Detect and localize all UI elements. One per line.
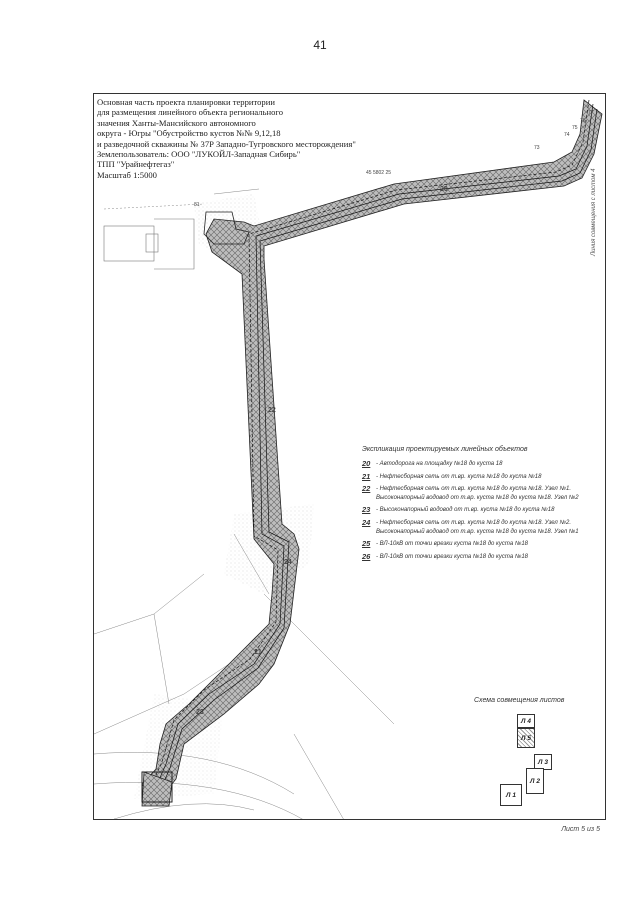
sheet-box-2: Л 2 (526, 768, 544, 794)
map-route-21: 21 (254, 649, 262, 656)
legend-item (362, 460, 602, 469)
legend-title: Экспликация проектируемых линейных объектов (362, 446, 528, 453)
sheet-box-5: Л 5 (517, 728, 535, 748)
legend-num: 24 (362, 517, 371, 527)
legend-num: 23 (362, 505, 371, 515)
map-frame (93, 93, 606, 820)
plot-outlines (104, 219, 194, 269)
legend (362, 446, 602, 565)
map-label-73: 73 (534, 145, 540, 151)
title-line: значения Ханты-Мансийского автономного (97, 117, 256, 128)
map-route-23: 23 (196, 709, 204, 716)
title-line: округа - Югры "Обустройство кустов №№ 9,12,18 (97, 128, 281, 139)
sheet-number: Лист 5 из 5 (561, 826, 600, 833)
legend-text: - Нефтесборная сеть от т.вр. куста №18 до куста №18 (376, 473, 542, 480)
page-number: 41 (313, 38, 327, 52)
legend-text: - ВЛ-10кВ от точки врезки куста №18 до куста №18 (376, 553, 528, 560)
legend-text: - ВЛ-10кВ от точки врезки куста №18 до куста №18 (376, 541, 528, 548)
legend-num: 22 (362, 484, 371, 494)
legend-item (362, 506, 602, 515)
legend-item (362, 473, 602, 482)
legend-text: - Нефтесборная сеть от т.вр. куста №18 до куста №18. Узел №2. Высоконапорный водовод от т.вр. куста №18 до куста №18. Узел №1 (376, 519, 579, 535)
scheme-title: Схема совмещения листов (474, 697, 565, 704)
map-label-81: 81 (194, 202, 200, 208)
sheet-box-4: Л 4 (517, 714, 535, 728)
title-block (97, 97, 397, 180)
legend-num: 20 (362, 459, 371, 468)
map-route-20: 20 (440, 186, 448, 193)
legend-item (362, 540, 602, 549)
legend-text: - Высоконапорный водовод от т.вр. куста №18 до куста №18 (376, 507, 555, 514)
map-route-22: 22 (268, 407, 276, 414)
title-line: Основная часть проекта планировки территории (97, 97, 275, 107)
legend-item (362, 485, 602, 502)
legend-num: 26 (362, 551, 371, 561)
legend-text: - Нефтесборная сеть от т.вр. куста №18 до куста №18. Узел №1. Высоконапорный водовод от т.вр. куста №18 до куста №18. Узел №2 (376, 486, 579, 501)
legend-item (362, 553, 602, 562)
sheet-box-3: Л 3 (534, 754, 552, 770)
legend-num: 21 (362, 471, 371, 481)
legend-num: 25 (362, 539, 371, 549)
legend-text: - Автодорога на площадку №18 до куста 18 (376, 461, 503, 467)
title-line: для размещения линейного объекта регионального (97, 107, 284, 118)
sheet-box-1: Л 1 (500, 784, 522, 806)
map-label-height: 45 5802 25 (366, 170, 392, 176)
map-route-24: 24 (284, 559, 292, 566)
title-line: и разведочной скважины № 37Р Западно-Тугровского месторождения" (97, 138, 356, 149)
map-label-74: 74 (564, 132, 570, 138)
map-label-76: 76 (580, 118, 586, 124)
title-line: Масштаб 1:5000 (97, 169, 157, 180)
map-label-75: 75 (572, 125, 578, 131)
legend-item (362, 519, 602, 536)
side-note: Линия совмещения с листом 4 (591, 168, 597, 256)
map-label-77: 77 (588, 110, 594, 116)
title-line: Землепользователь: ООО "ЛУКОЙЛ-Западная Сибирь" (97, 149, 301, 160)
title-line: ТПП "Урайнефтегаз" (97, 159, 175, 170)
